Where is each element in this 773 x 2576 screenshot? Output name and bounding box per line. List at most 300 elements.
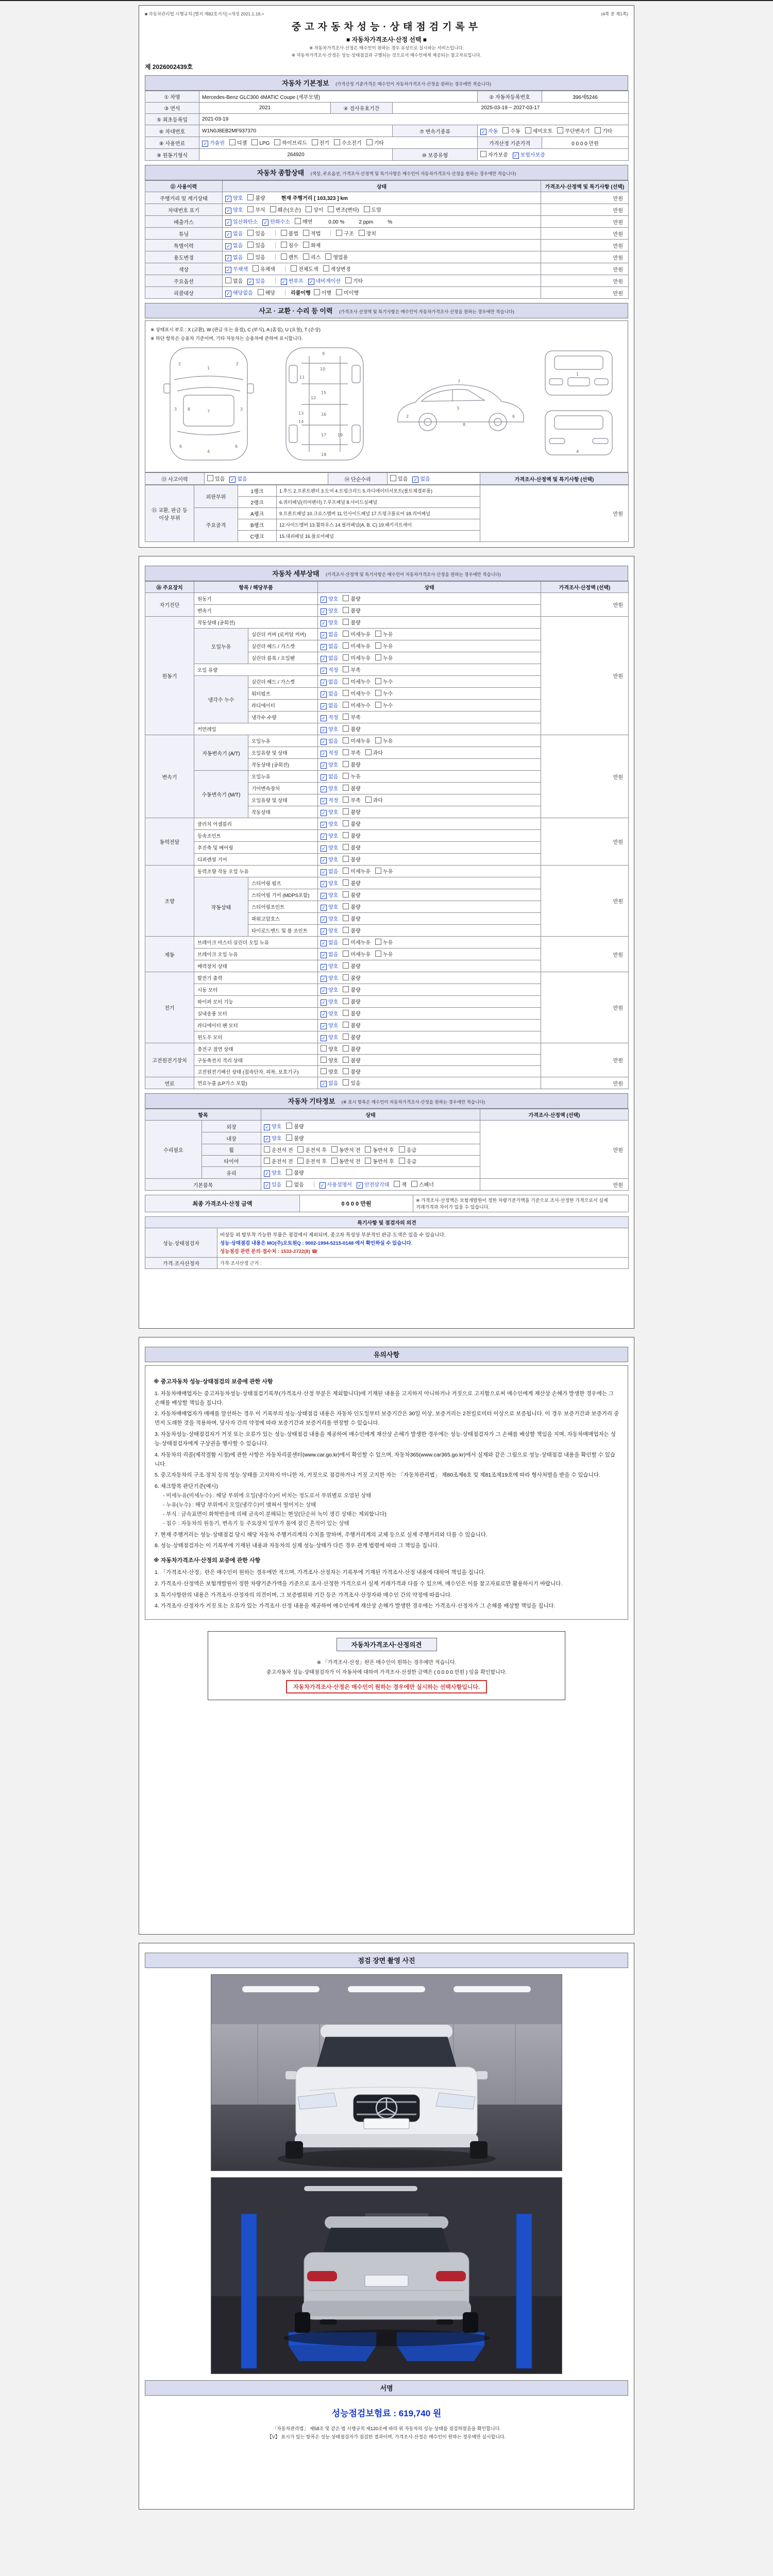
checkbox-불량[interactable]: [343, 1021, 360, 1029]
checkbox-없음[interactable]: [321, 654, 338, 662]
checkbox-불량[interactable]: [343, 618, 360, 626]
cell: 용도변경: [145, 251, 223, 263]
checkbox-미세누유[interactable]: [343, 737, 371, 744]
checkbox-양호[interactable]: [321, 1033, 338, 1041]
checkbox-label: 없음: [328, 940, 339, 946]
checkbox-운전석 전[interactable]: [264, 1146, 293, 1154]
checkbox-양호[interactable]: [321, 1056, 338, 1064]
checkbox-양호[interactable]: [321, 1021, 338, 1029]
cell: 가격조사·산정액 및 특기사항 (선택): [541, 181, 629, 192]
checkbox-없음[interactable]: [321, 867, 338, 875]
checkbox-label: 디젤: [237, 141, 247, 146]
checkbox-양호[interactable]: [321, 974, 338, 982]
checkbox-양호[interactable]: [321, 832, 338, 840]
checkbox-box: [247, 230, 254, 236]
checkbox-운전석 후[interactable]: [297, 1146, 326, 1154]
checkbox-불량[interactable]: [343, 808, 360, 816]
checkbox-label: 양호: [328, 988, 339, 993]
checkbox-부족[interactable]: [343, 713, 360, 721]
checkbox-일산화탄소[interactable]: [225, 217, 258, 226]
checkbox-양호[interactable]: [321, 997, 338, 1006]
checkbox-스패너[interactable]: [411, 1180, 434, 1188]
cell: 만원: [541, 192, 629, 204]
checkbox-양호[interactable]: [321, 855, 338, 863]
checkbox-없음[interactable]: [225, 277, 243, 284]
checkbox-없음[interactable]: [321, 772, 338, 781]
checkbox-불량[interactable]: [343, 760, 360, 768]
cell: 만원: [541, 228, 629, 240]
checkbox-누유[interactable]: [375, 938, 393, 946]
checkbox-누유[interactable]: [343, 772, 360, 780]
checkbox-리스[interactable]: [303, 253, 321, 261]
checkbox-양호[interactable]: [264, 1122, 281, 1130]
checkbox-label: 불량: [350, 988, 361, 993]
checkbox-box: [281, 253, 287, 260]
checkbox-box: [365, 1158, 371, 1164]
checkbox-양호[interactable]: [321, 595, 338, 603]
checkbox-box: [321, 1045, 327, 1052]
checkbox-label: 양호: [328, 727, 339, 733]
checkbox-양호[interactable]: [321, 618, 338, 626]
checkbox-부족[interactable]: [343, 796, 360, 804]
checkbox-양호[interactable]: [321, 820, 338, 828]
checkbox-불량[interactable]: [343, 914, 360, 922]
sub-group-label: 작동상태: [194, 877, 248, 937]
checkbox-적정[interactable]: [321, 713, 338, 721]
item-label: 실린더 커버 (로커암 커버): [248, 629, 318, 640]
checkbox-label: 불량: [350, 881, 361, 887]
checkbox-box: ✓: [321, 952, 327, 958]
checkbox-label: 불량: [350, 834, 361, 839]
checkbox-과다[interactable]: [365, 796, 383, 804]
checkbox-label: 썬루프: [288, 279, 304, 284]
checkbox-label: 불량: [350, 597, 361, 602]
item-label: 스티어링 펌프: [248, 877, 318, 889]
checkbox-양호[interactable]: [321, 843, 338, 852]
checkbox-매연[interactable]: [295, 217, 312, 225]
checkbox-있음[interactable]: [207, 474, 225, 482]
checkbox-label: 미이행: [343, 291, 359, 296]
checkbox-불량[interactable]: [343, 903, 360, 910]
checkbox-누유[interactable]: [375, 867, 393, 875]
checkbox-불량[interactable]: [286, 1168, 304, 1176]
checkbox-있음[interactable]: [247, 277, 265, 285]
checkbox-label: 훼손(오손): [277, 208, 301, 213]
checkbox-없음[interactable]: [321, 938, 338, 946]
checkbox-동반석 전[interactable]: [331, 1157, 360, 1165]
checkbox-미세누유[interactable]: [343, 950, 371, 958]
checkbox-없음[interactable]: [412, 474, 430, 483]
cell: ⑭ 단순수리: [328, 473, 388, 485]
checkbox-없음[interactable]: [321, 950, 338, 958]
checkbox-화재[interactable]: [303, 241, 321, 249]
checkbox-불법[interactable]: [281, 229, 298, 237]
checkbox-box: [247, 253, 254, 260]
checkbox-없음[interactable]: [321, 642, 338, 650]
checkbox-label: 응급: [406, 1159, 417, 1165]
checkbox-label: 운전석 전: [272, 1148, 293, 1154]
price-opinion-title: 자동차가격조사·산정의견: [337, 1638, 437, 1651]
checkbox-label: 없음: [237, 477, 247, 482]
checkbox-box: [336, 289, 342, 295]
svg-text:10: 10: [320, 367, 326, 371]
checkbox-없음[interactable]: [321, 689, 338, 698]
checkbox-없음[interactable]: [225, 229, 243, 238]
checkbox-label: 부족: [350, 751, 361, 756]
checkbox-보험사보증[interactable]: [513, 150, 545, 159]
status-cell: [318, 996, 541, 1008]
checkbox-box: [343, 1045, 349, 1052]
checkbox-불량[interactable]: [286, 1134, 304, 1142]
checkbox-label: 양호: [328, 620, 339, 626]
checkbox-부족[interactable]: [343, 666, 360, 673]
checkbox-box: [394, 1181, 400, 1187]
checkbox-label: 매연: [302, 219, 313, 225]
checkbox-응급[interactable]: [399, 1146, 416, 1154]
checkbox-도말[interactable]: [364, 206, 381, 213]
checkbox-무채색[interactable]: [225, 265, 248, 273]
checkbox-적정[interactable]: [321, 749, 338, 757]
checkbox-세미오토[interactable]: [525, 127, 553, 134]
checkbox-label: 불량: [350, 905, 361, 910]
checkbox-LPG[interactable]: [251, 139, 270, 146]
svg-text:1: 1: [576, 372, 579, 377]
checkbox-있음[interactable]: [343, 1079, 360, 1087]
checkbox-label: 기타: [374, 141, 384, 146]
checkbox-영업용[interactable]: [325, 253, 348, 261]
checkbox-box: ✓: [321, 632, 327, 638]
checkbox-box: ✓: [281, 279, 287, 285]
checkbox-box: [375, 868, 381, 874]
checkbox-label: 무단변속기: [565, 129, 590, 134]
checkbox-수동[interactable]: [502, 127, 520, 134]
checkbox-불량[interactable]: [343, 926, 360, 934]
device-group-label: 제동: [145, 937, 194, 972]
status-cell: [318, 723, 541, 735]
checkbox-렌트[interactable]: [281, 253, 298, 261]
checkbox-box: ✓: [321, 976, 327, 982]
checkbox-동반석 후[interactable]: [365, 1157, 394, 1165]
checkbox-box: [343, 903, 349, 909]
checkbox-양호[interactable]: [321, 926, 338, 935]
checkbox-box: ✓: [321, 739, 327, 745]
checkbox-장치[interactable]: [359, 229, 376, 237]
checkbox-없음[interactable]: [225, 241, 243, 249]
checkbox-부족[interactable]: [343, 749, 360, 756]
checkbox-불량[interactable]: [343, 855, 360, 863]
checkbox-응급[interactable]: [399, 1157, 416, 1165]
checkbox-없음[interactable]: [321, 1079, 338, 1087]
checkbox-label: 불량: [350, 893, 361, 899]
cell: [223, 204, 541, 216]
checkbox-양호[interactable]: [321, 1067, 338, 1075]
checkbox-label: 양호: [328, 597, 339, 602]
checkbox-없음[interactable]: [321, 737, 338, 745]
checkbox-이행[interactable]: [314, 289, 331, 296]
cell: 만원: [541, 251, 629, 263]
checkbox-미세누유[interactable]: [343, 654, 371, 662]
checkbox-가솔린[interactable]: [202, 139, 225, 147]
checkbox-사용설명서[interactable]: [320, 1180, 352, 1189]
notice-line: 2. 가격조사·산정액은 보험개발원이 정한 차량기준가액을 기준으로 조사·산정한 가격으로서 실제 거래가격과 다를 수 있으며, 매수인은 이를 참고자료로만 활용하시기 바랍니다.: [155, 1580, 563, 1587]
checkbox-양호[interactable]: [321, 1009, 338, 1018]
item-label: 파워고압호스: [248, 913, 318, 925]
checkbox-불량[interactable]: [343, 725, 360, 733]
cell: [223, 216, 541, 228]
checkbox-구조[interactable]: [336, 229, 354, 237]
checkbox-색상변경[interactable]: [323, 265, 351, 273]
checkbox-양호[interactable]: [321, 725, 338, 733]
checkbox-불량[interactable]: [343, 843, 360, 851]
checkbox-누유[interactable]: [375, 642, 393, 650]
cell: ⑯ 주요장치: [145, 582, 194, 593]
checkbox-양호[interactable]: [321, 914, 338, 923]
checkbox-불량[interactable]: [343, 986, 360, 993]
checkbox-탄화수소[interactable]: [262, 217, 290, 226]
checkbox-box: ✓: [225, 243, 231, 249]
checkbox-상이[interactable]: [306, 206, 323, 213]
checkbox-미이행[interactable]: [336, 289, 359, 296]
checkbox-label: 동반석 후: [373, 1148, 394, 1154]
item-label: 구동축전지 격리 상태: [194, 1055, 318, 1066]
cell: 가격조사·산정액 및 특기사항 (선택): [480, 473, 629, 485]
checkbox-누수[interactable]: [375, 701, 393, 709]
checkbox-미세누수[interactable]: [343, 701, 371, 709]
checkbox-적법[interactable]: [303, 229, 321, 237]
checkbox-불량[interactable]: [247, 194, 265, 201]
checkbox-없음[interactable]: [321, 630, 338, 638]
checkbox-불량[interactable]: [286, 1122, 304, 1130]
status-cell: [318, 652, 541, 664]
checkbox-무단변속기[interactable]: [557, 127, 590, 134]
overall-condition-table: [145, 180, 629, 299]
signature-footer-1: 「자동차관리법」 제58조 및 같은 법 시행규칙 제120조에 따라 위 자동차의 성능·상태를 점검하였음을 확인합니다.: [272, 2426, 501, 2431]
checkbox-group: [225, 243, 270, 249]
checkbox-label: 없음: [328, 691, 339, 697]
item-label: 라디에이터: [248, 700, 318, 711]
item-label: 클러치 어셈블리: [194, 818, 318, 830]
svg-text:2: 2: [236, 362, 239, 366]
checkbox-동반석 후[interactable]: [365, 1146, 394, 1154]
section-note: (가격조사·산정액 및 특기사항은 매수인이 자동차가격조사·산정을 원하는 경우에만 적습니다): [339, 309, 514, 314]
checkbox-label: 없음: [328, 739, 339, 744]
checkbox-누유[interactable]: [375, 737, 393, 744]
checkbox-자동[interactable]: [480, 127, 498, 135]
cell: [205, 473, 328, 485]
item-label: 동력조향 작동 오일 누유: [194, 866, 318, 877]
checkbox-불량[interactable]: [343, 784, 360, 792]
checkbox-box: [364, 206, 370, 212]
checkbox-label: 불량: [350, 608, 361, 614]
cell: [478, 149, 629, 161]
checkbox-미세누수[interactable]: [343, 677, 371, 685]
checkbox-box: ✓: [513, 152, 519, 159]
checkbox-label: 누유: [350, 774, 361, 780]
checkbox-유채색[interactable]: [253, 265, 275, 273]
checkbox-안전삼각대[interactable]: [357, 1180, 389, 1189]
checkbox-없음[interactable]: [321, 677, 338, 686]
checkbox-box: [331, 1158, 338, 1164]
checkbox-적정[interactable]: [321, 796, 338, 804]
checkbox-전체도색[interactable]: [291, 265, 318, 273]
checkbox-label: 불량: [350, 786, 361, 792]
checkbox-불량[interactable]: [343, 962, 360, 970]
checkbox-미세누수[interactable]: [343, 689, 371, 697]
checkbox-불량[interactable]: [343, 891, 360, 899]
checkbox-label: 양호: [328, 786, 339, 792]
checkbox-누유[interactable]: [375, 654, 393, 662]
section-title: 자동차 종합상태: [257, 169, 305, 177]
checkbox-양호[interactable]: [321, 962, 338, 970]
checkbox-label: 없음: [420, 477, 430, 482]
checkbox-적정[interactable]: [321, 666, 338, 674]
checkbox-미세누유[interactable]: [343, 867, 371, 875]
checkbox-양호[interactable]: [321, 903, 338, 911]
cell: 2021-03-19: [199, 114, 629, 125]
checkbox-불량[interactable]: [343, 1056, 360, 1064]
checkbox-있음[interactable]: [247, 253, 265, 261]
checkbox-침수[interactable]: [281, 241, 298, 249]
status-cell: [318, 960, 541, 972]
checkbox-수소전기[interactable]: [334, 139, 362, 146]
checkbox-label: 불량: [350, 857, 361, 863]
checkbox-해당없음[interactable]: [225, 289, 253, 297]
checkbox-box: ✓: [321, 834, 327, 840]
checkbox-label: 운전석 후: [305, 1159, 327, 1165]
checkbox-양호[interactable]: [225, 206, 243, 214]
checkbox-label: 없음: [328, 632, 339, 638]
checkbox-네비게이션[interactable]: [308, 277, 341, 285]
checkbox-전기[interactable]: [312, 139, 329, 146]
checkbox-해당[interactable]: [258, 289, 275, 296]
checkbox-label: 누유: [382, 632, 393, 638]
exchange-repair-table: [145, 485, 629, 542]
notice-item: [155, 1591, 619, 1600]
checkbox-label: 불량: [350, 917, 361, 922]
checkbox-훼손(오손)[interactable]: [270, 206, 301, 213]
cell: 색상: [145, 263, 223, 275]
checkbox-양호[interactable]: [321, 808, 338, 816]
checkbox-box: ✓: [480, 129, 486, 135]
checkbox-불량[interactable]: [343, 879, 360, 887]
checkbox-불량[interactable]: [343, 832, 360, 839]
checkbox-양호[interactable]: [321, 891, 338, 899]
checkbox-운전석 후[interactable]: [297, 1157, 326, 1165]
cell: 만원: [541, 204, 629, 216]
checkbox-불량[interactable]: [343, 595, 360, 602]
checkbox-box: [343, 666, 349, 672]
checkbox-불량[interactable]: [343, 606, 360, 614]
cell: 배출가스: [145, 216, 223, 228]
checkbox-누수[interactable]: [375, 677, 393, 685]
status-cell: [318, 629, 541, 640]
checkbox-label: 양호: [328, 999, 339, 1005]
checkbox-기타[interactable]: [595, 127, 612, 134]
checkbox-양호[interactable]: [321, 1045, 338, 1053]
checkbox-하이브리드[interactable]: [274, 139, 307, 146]
checkbox-누유[interactable]: [375, 950, 393, 958]
cell: 항목 / 해당부품: [194, 582, 318, 593]
checkbox-디젤[interactable]: [229, 139, 247, 146]
checkbox-양호[interactable]: [264, 1134, 281, 1142]
checkbox-양호[interactable]: [321, 879, 338, 887]
checkbox-불량[interactable]: [343, 1009, 360, 1017]
checkbox-양호[interactable]: [225, 194, 243, 202]
checkbox-불량[interactable]: [343, 820, 360, 827]
checkbox-미세누유[interactable]: [343, 938, 371, 946]
checkbox-과다[interactable]: [365, 749, 383, 756]
checkbox-label: 불량: [350, 964, 361, 970]
checkbox-미세누유[interactable]: [343, 642, 371, 650]
checkbox-썬루프[interactable]: [281, 277, 304, 285]
checkbox-box: [343, 832, 349, 838]
checkbox-없음[interactable]: [225, 253, 243, 261]
overall-condition-container: [145, 180, 628, 299]
checkbox-불량[interactable]: [343, 1045, 360, 1053]
checkbox-누유[interactable]: [375, 630, 393, 638]
checkbox-동반석 전[interactable]: [331, 1146, 360, 1154]
status-cell: [318, 1066, 541, 1077]
checkbox-불량[interactable]: [343, 997, 360, 1005]
checkbox-label: 없음: [328, 703, 339, 709]
checkbox-누수[interactable]: [375, 689, 393, 697]
checkbox-box: [375, 678, 381, 684]
status-cell: [318, 1008, 541, 1020]
checkbox-불량[interactable]: [343, 974, 360, 981]
cell: 주요골격: [194, 508, 238, 542]
svg-text:13: 13: [298, 411, 304, 416]
checkbox-label: 있음: [255, 243, 265, 249]
checkbox-box: ✓: [321, 774, 327, 781]
checkbox-양호[interactable]: [321, 986, 338, 994]
document-subtitle: ■ 자동차가격조사·산정 선택 ■: [346, 36, 427, 43]
checkbox-자가보증[interactable]: [480, 150, 508, 158]
checkbox-label: 누수: [382, 691, 393, 697]
checkbox-없음[interactable]: [321, 701, 338, 709]
checkbox-box: [343, 927, 349, 933]
cell: [223, 251, 541, 263]
checkbox-양호[interactable]: [264, 1168, 281, 1177]
checkbox-양호[interactable]: [321, 606, 338, 615]
checkbox-기타[interactable]: [345, 277, 363, 284]
checkbox-부식[interactable]: [247, 206, 265, 213]
notice-line: 1. 자동차매매업자는 중고자동차성능·상태점검기록부(가격조사·산정 부분은 제외합니다)에 기재된 내용을 고지하지 아니하거나 거짓으로 고지함으로써 매수인에게 재산상 손해가 발생한 경우에는 그 손해를 배상할 책임을 집니다.: [155, 1390, 614, 1406]
checkbox-양호[interactable]: [321, 760, 338, 769]
checkbox-있음[interactable]: [390, 474, 408, 482]
print-header-row: [145, 11, 628, 17]
checkbox-label: 없음: [328, 774, 339, 780]
checkbox-있음[interactable]: [247, 241, 265, 249]
section-note: (※ 표시 항목은 매수인이 자동차가격조사·산정을 원하는 경우에만 적습니다): [341, 1099, 485, 1105]
checkbox-없음[interactable]: [229, 474, 247, 483]
cell: ⑧ 사용연료: [145, 137, 199, 149]
checkbox-box: [375, 690, 381, 696]
checkbox-양호[interactable]: [321, 784, 338, 792]
checkbox-운전석 전[interactable]: [264, 1157, 293, 1165]
checkbox-미세누유[interactable]: [343, 630, 371, 638]
checkbox-label: 양호: [328, 905, 339, 910]
checkbox-불량[interactable]: [343, 1067, 360, 1075]
checkbox-잭[interactable]: [394, 1180, 407, 1188]
checkbox-없음[interactable]: [286, 1180, 304, 1188]
checkbox-기타[interactable]: [366, 139, 384, 146]
notice-line: 2. 자동차매매업자가 매매를 알선하는 경우 이 기록부의 성능·상태점검 내용은 자동차 인도일부터 보증기간은 30일 이상, 보증거리는 2천킬로미터 이상으로 보증됩니다. 이 경우 보증기간과 보증거리 중 먼저 도래한 것을 적용하며, 당사자 간의 약정에 따라 보증기간과 보증거리를 연장할 수 있습니다.: [155, 1411, 619, 1427]
ceiling-light: [304, 2186, 417, 2191]
checkbox-있음[interactable]: [264, 1180, 281, 1189]
checkbox-불량[interactable]: [343, 1033, 360, 1041]
checkbox-변조(변타)[interactable]: [328, 206, 359, 213]
checkbox-있음[interactable]: [247, 229, 265, 237]
